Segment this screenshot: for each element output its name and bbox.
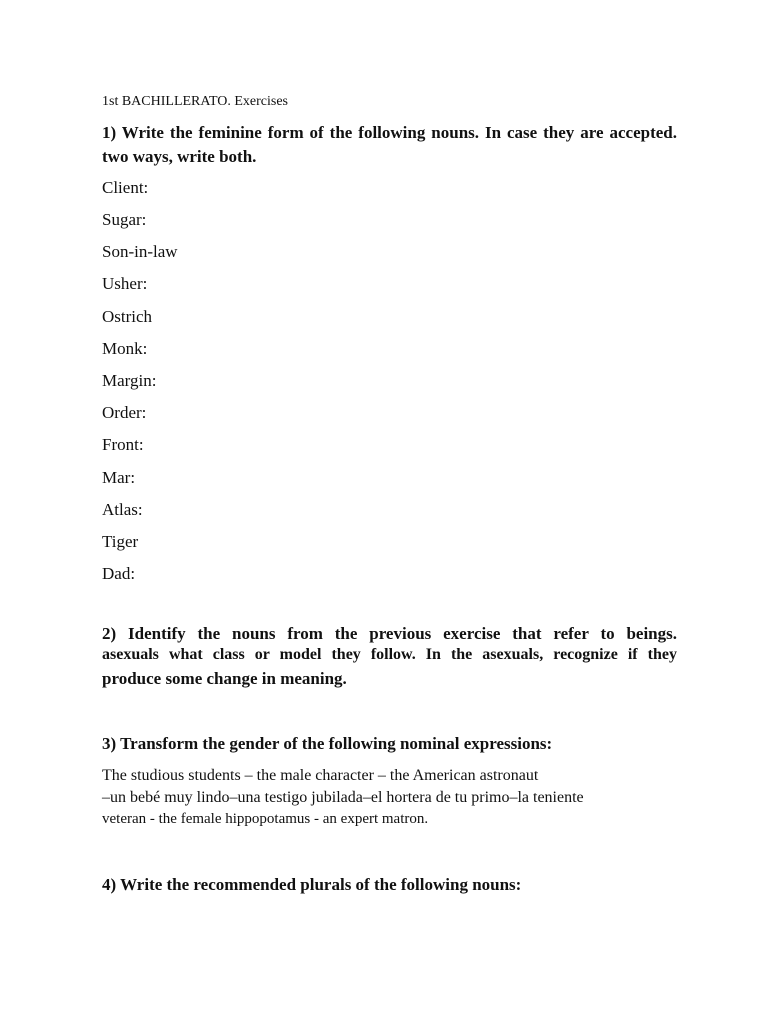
- noun-item: Client:: [102, 178, 149, 197]
- noun-item: Margin:: [102, 371, 157, 390]
- noun-item: Monk:: [102, 339, 148, 358]
- question-4-title: 4) Write the recommended plurals of the following nouns:: [102, 875, 522, 894]
- question-2-line-1: 2) Identify the nouns from the previous exercise that refer to beings.: [102, 624, 677, 643]
- noun-item: Sugar:: [102, 210, 147, 229]
- noun-item: Usher:: [102, 274, 148, 293]
- noun-item: Son-in-law: [102, 242, 178, 261]
- noun-item: Atlas:: [102, 500, 143, 519]
- question-2-line-2: asexuals what class or model they follow. In the asexuals, recognize if they: [102, 646, 677, 663]
- noun-item: Tiger: [102, 532, 139, 551]
- noun-item: Mar:: [102, 468, 136, 487]
- question-3-line-1: The studious students – the male character – the American astronaut: [102, 767, 539, 784]
- question-3-line-3: veteran - the female hippopotamus - an expert matron.: [102, 811, 429, 827]
- question-1-line-1: 1) Write the feminine form of the following nouns. In case they are accepted.: [102, 123, 677, 142]
- question-2-line-3: produce some change in meaning.: [102, 669, 347, 688]
- document-header: 1st BACHILLERATO. Exercises: [102, 94, 288, 109]
- noun-item: Order:: [102, 403, 147, 422]
- noun-item: Front:: [102, 435, 144, 454]
- question-3-title: 3) Transform the gender of the following nominal expressions:: [102, 734, 553, 753]
- question-1-line-2: two ways, write both.: [102, 147, 257, 166]
- noun-item: Ostrich: [102, 307, 153, 326]
- question-3-line-2: –un bebé muy lindo–una testigo jubilada–el hortera de tu primo–la teniente: [102, 789, 584, 806]
- noun-item: Dad:: [102, 564, 136, 583]
